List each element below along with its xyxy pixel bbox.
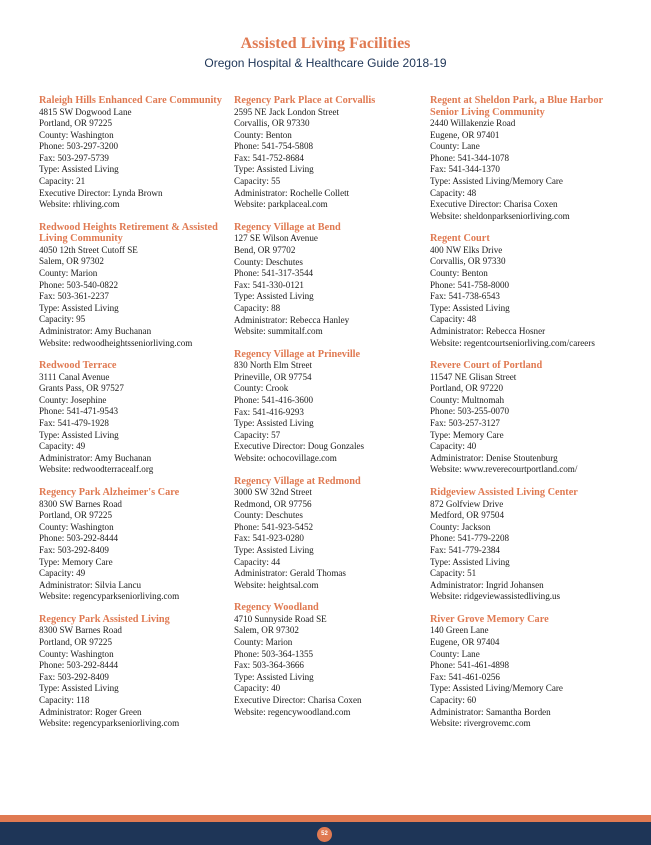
facility-detail: Grants Pass, OR 97527: [39, 383, 124, 394]
facility-detail: Fax: 503-361-2237: [39, 291, 109, 302]
facility-entry: [430, 233, 630, 349]
facility-detail: Website: rivergrovemc.com: [430, 718, 531, 729]
facility-detail: Capacity: 60: [430, 694, 477, 705]
facility-detail: County: Marion: [234, 637, 293, 648]
facility-detail: Website: parkplaceal.com: [234, 199, 328, 210]
facility-detail: Administrator: Ingrid Johansen: [430, 579, 544, 590]
facility-detail: Website: regentcourtseniorliving.com/careers: [430, 337, 595, 348]
facility-detail: 8300 SW Barnes Road: [39, 625, 122, 636]
facility-detail: Administrator: Silvia Lancu: [39, 579, 142, 590]
facility-detail: County: Washington: [39, 521, 114, 532]
facility-detail: Website: regencywoodland.com: [234, 706, 351, 717]
column-2: [234, 95, 434, 729]
facility-detail: Capacity: 57: [234, 429, 281, 440]
facility-detail: Website: summitalf.com: [234, 326, 323, 337]
facility-entry: [430, 487, 630, 603]
facility-detail: Administrator: Rebecca Hosner: [430, 326, 546, 336]
facility-detail: Corvallis, OR 97330: [234, 118, 310, 129]
facility-detail: Capacity: 21: [39, 176, 86, 187]
facility-detail: Portland, OR 97225: [39, 510, 113, 521]
facility-entry: [430, 614, 630, 730]
page-title: Assisted Living Facilities: [240, 35, 411, 52]
facility-detail: Fax: 541-479-1928: [39, 418, 109, 429]
facility-detail: Administrator: Samantha Borden: [430, 706, 551, 717]
facility-detail: Type: Assisted Living: [234, 545, 314, 555]
facility-detail: Fax: 503-292-8409: [39, 671, 109, 682]
facility-name: Regency Woodland: [234, 602, 319, 614]
facility-detail: Type: Assisted Living: [234, 671, 314, 682]
facility-name: Regency Park Alzheimer's Care: [39, 487, 180, 499]
facility-detail: Phone: 503-292-8444: [39, 533, 119, 544]
facility-detail: Fax: 541-779-2384: [430, 544, 500, 555]
facility-detail: Capacity: 95: [39, 314, 86, 325]
facility-detail: 872 Golfview Drive: [430, 498, 504, 509]
facility-detail: Website: redwoodheightsseniorliving.com: [39, 337, 193, 348]
facility-name: Raleigh Hills Enhanced Care Community: [39, 95, 222, 106]
facility-detail: 4815 SW Dogwood Lane: [39, 106, 132, 117]
facility-detail: Website: www.reverecourtportland.com/: [430, 464, 578, 475]
facility-name: Regency Park Assisted Living: [39, 613, 170, 625]
facility-detail: Fax: 541-344-1370: [430, 164, 500, 175]
facility-detail: 2440 Willakenzie Road: [430, 118, 516, 128]
facility-detail: 127 SE Wilson Avenue: [234, 233, 318, 244]
facility-detail: 400 NW Elks Drive: [430, 244, 503, 255]
facility-detail: Administrator: Denise Stoutenburg: [430, 452, 558, 463]
facility-detail: Capacity: 118: [39, 694, 90, 705]
facility-name: Regency Park Place at Corvallis: [234, 95, 376, 106]
facility-detail: Phone: 541-754-5808: [234, 141, 314, 152]
facility-detail: 830 North Elm Street: [234, 360, 313, 371]
facility-detail: Eugene, OR 97401: [430, 129, 500, 140]
facility-detail: 4050 12th Street Cutoff SE: [39, 244, 138, 255]
facility-detail: Type: Assisted Living/Memory Care: [430, 175, 563, 186]
facility-name: River Grove Memory Care: [430, 613, 549, 625]
facility-detail: County: Josephine: [39, 394, 107, 405]
column-1: [39, 95, 239, 741]
facility-detail: 3111 Canal Avenue: [39, 371, 110, 382]
facility-detail: Capacity: 49: [39, 441, 86, 452]
facility-name: Redwood Terrace: [39, 360, 117, 372]
facility-detail: Portland, OR 97225: [39, 636, 113, 647]
facility-detail: Capacity: 48: [430, 314, 477, 325]
facility-entry: [234, 222, 434, 338]
facility-detail: Capacity: 40: [430, 441, 477, 452]
facility-detail: Administrator: Amy Buchanan: [39, 452, 152, 463]
facility-detail: County: Washington: [39, 648, 114, 659]
facility-detail: Website: regencyparkseniorliving.com: [39, 591, 180, 602]
facility-detail: Fax: 503-364-3666: [234, 660, 304, 671]
facility-detail: Website: ridgeviewassistedliving.us: [430, 591, 561, 602]
facility-detail: County: Deschutes: [234, 256, 303, 267]
column-3: [430, 95, 630, 741]
facility-detail: County: Lane: [430, 648, 480, 659]
facility-name: Ridgeview Assisted Living Center: [430, 487, 578, 499]
facility-detail: Administrator: Gerald Thomas: [234, 568, 346, 579]
facility-detail: Phone: 503-255-0070: [430, 406, 510, 417]
facility-detail: County: Multnomah: [430, 394, 505, 405]
facility-name: Regency Village at Prineville: [234, 348, 361, 360]
facility-detail: Type: Assisted Living: [234, 418, 314, 429]
facility-detail: Capacity: 88: [234, 302, 281, 313]
facility-detail: Salem, OR 97302: [39, 256, 104, 267]
facility-detail: Phone: 541-923-5452: [234, 521, 314, 532]
facility-detail: County: Crook: [234, 383, 289, 394]
page-subtitle: Oregon Hospital & Healthcare Guide 2018-19: [204, 56, 447, 70]
facility-detail: Phone: 503-364-1355: [234, 648, 314, 659]
page-number-badge: 52: [317, 827, 332, 842]
facility-detail: Portland, OR 97225: [39, 118, 113, 129]
facility-detail: Fax: 541-752-8684: [234, 152, 304, 163]
facility-entry: [234, 602, 434, 718]
facility-entry: [39, 95, 239, 211]
facility-detail: Type: Assisted Living: [234, 164, 314, 175]
facility-detail: Fax: 503-292-8409: [39, 544, 109, 555]
facility-detail: Fax: 541-461-0256: [430, 671, 500, 682]
facility-detail: County: Deschutes: [234, 510, 303, 521]
facility-detail: Phone: 541-758-8000: [430, 279, 510, 290]
facility-detail: Administrator: Amy Buchanan: [39, 326, 152, 336]
facility-detail: Phone: 541-344-1078: [430, 152, 510, 163]
facility-detail: Fax: 503-257-3127: [430, 418, 500, 429]
facility-detail: Fax: 503-297-5739: [39, 152, 109, 163]
facility-detail: Website: regencyparkseniorliving.com: [39, 718, 180, 729]
facility-detail: Executive Director: Charisa Coxen: [234, 695, 362, 706]
facility-detail: Phone: 503-540-0822: [39, 279, 119, 290]
facility-name: Regency Village at Redmond: [234, 475, 361, 487]
facility-name: Regent at Sheldon Park, a Blue Harbor Senior Living Community: [430, 95, 603, 118]
facility-detail: Website: heightsal.com: [234, 579, 319, 590]
facility-detail: Website: redwoodterracealf.org: [39, 464, 154, 475]
facility-detail: Medford, OR 97504: [430, 510, 505, 521]
facility-detail: 3000 SW 32nd Street: [234, 487, 312, 498]
facility-entry: [430, 360, 630, 476]
facility-detail: Prineville, OR 97754: [234, 371, 312, 382]
facility-detail: Administrator: Rochelle Collett: [234, 187, 350, 198]
facility-detail: County: Benton: [234, 129, 292, 140]
facility-detail: Executive Director: Charisa Coxen: [430, 199, 558, 210]
facility-detail: Bend, OR 97702: [234, 244, 296, 255]
facility-detail: Fax: 541-416-9293: [234, 406, 304, 417]
facility-name: Regent Court: [430, 233, 490, 245]
facility-detail: Redmond, OR 97756: [234, 498, 312, 509]
facility-detail: Type: Assisted Living: [39, 429, 119, 440]
facility-detail: Type: Assisted Living: [39, 164, 119, 175]
facility-detail: 2595 NE Jack London Street: [234, 106, 340, 117]
facility-entry: [39, 487, 239, 603]
facility-detail: Website: sheldonparkseniorliving.com: [430, 210, 570, 221]
facility-detail: Type: Memory Care: [39, 556, 113, 567]
facility-detail: Capacity: 44: [234, 556, 281, 567]
footer-accent-bar: [0, 815, 651, 822]
facility-name: Regency Village at Bend: [234, 221, 341, 233]
facility-name: Revere Court of Portland: [430, 360, 543, 372]
facility-detail: Phone: 541-461-4898: [430, 660, 510, 671]
facility-detail: Type: Assisted Living: [39, 302, 119, 313]
facility-detail: Phone: 541-779-2208: [430, 533, 510, 544]
facility-detail: Phone: 503-292-8444: [39, 660, 119, 671]
facility-entry: [430, 95, 630, 222]
facility-detail: Executive Director: Doug Gonzales: [234, 441, 365, 452]
facility-name: Redwood Heights Retirement & Assisted Living Community: [39, 221, 218, 245]
facility-detail: Type: Assisted Living: [39, 683, 119, 694]
facility-detail: Fax: 541-738-6543: [430, 291, 500, 302]
facility-detail: Capacity: 40: [234, 683, 281, 694]
facility-detail: 11547 NE Glisan Street: [430, 371, 517, 382]
facility-detail: Administrator: Roger Green: [39, 706, 142, 717]
facility-entry: [39, 222, 239, 349]
facility-detail: Capacity: 48: [430, 187, 477, 198]
facility-detail: Eugene, OR 97404: [430, 636, 500, 647]
facility-detail: Executive Director: Lynda Brown: [39, 187, 163, 198]
facility-detail: Portland, OR 97220: [430, 383, 504, 394]
facility-entry: [234, 349, 434, 465]
facility-detail: 8300 SW Barnes Road: [39, 498, 122, 509]
facility-detail: Fax: 541-330-0121: [234, 279, 304, 290]
facility-detail: Fax: 541-923-0280: [234, 533, 304, 544]
facility-detail: Capacity: 49: [39, 568, 86, 579]
facility-entry: [39, 360, 239, 476]
facility-detail: Corvallis, OR 97330: [430, 256, 506, 267]
facility-entry: [39, 614, 239, 730]
facility-detail: County: Benton: [430, 268, 488, 279]
facility-detail: Website: ochocovillage.com: [234, 452, 337, 463]
facility-detail: Phone: 541-471-9543: [39, 406, 119, 417]
facility-detail: Type: Memory Care: [430, 429, 504, 440]
facility-detail: County: Lane: [430, 141, 480, 152]
facility-detail: Capacity: 55: [234, 176, 281, 187]
facility-detail: Phone: 503-297-3200: [39, 141, 119, 152]
facility-detail: County: Jackson: [430, 521, 491, 532]
facility-detail: Phone: 541-416-3600: [234, 394, 314, 405]
facility-detail: Type: Assisted Living: [430, 556, 510, 567]
facility-detail: Website: rhliving.com: [39, 199, 120, 210]
facility-detail: Administrator: Rebecca Hanley: [234, 314, 350, 325]
facility-detail: Type: Assisted Living/Memory Care: [430, 683, 563, 694]
facility-detail: 4710 Sunnyside Road SE: [234, 613, 327, 624]
facility-detail: Type: Assisted Living: [234, 291, 314, 302]
facility-detail: Capacity: 51: [430, 568, 477, 579]
facility-detail: Phone: 541-317-3544: [234, 268, 314, 279]
facility-entry: [234, 95, 434, 211]
facility-entry: [234, 476, 434, 592]
facility-detail: Salem, OR 97302: [234, 625, 299, 636]
facility-detail: Type: Assisted Living: [430, 302, 510, 313]
facility-detail: County: Washington: [39, 129, 114, 140]
facility-detail: County: Marion: [39, 268, 98, 279]
facility-detail: 140 Green Lane: [430, 625, 489, 636]
